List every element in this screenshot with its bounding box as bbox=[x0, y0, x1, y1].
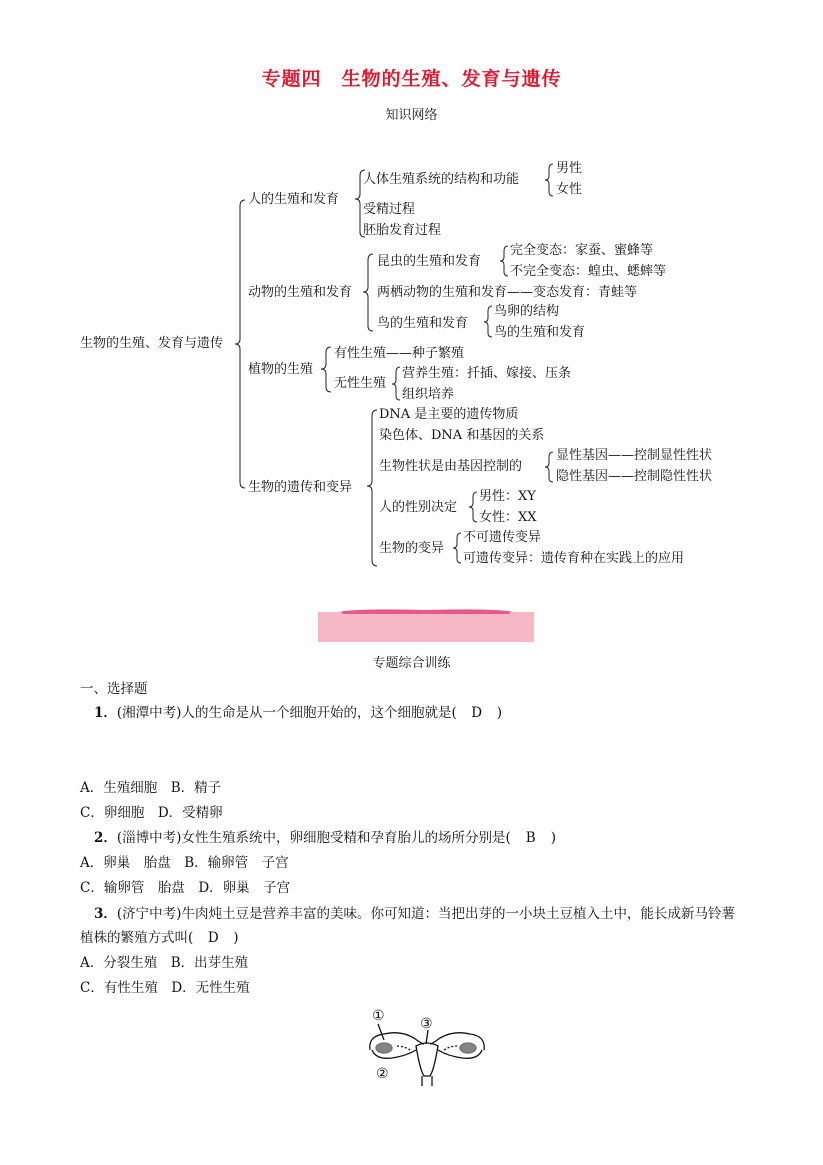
question-number: 1． bbox=[94, 705, 117, 721]
question-3-stem-continued bbox=[80, 929, 239, 947]
question-2-option-row: A．卵巢 胎盘 B．输卵管 子宫 bbox=[80, 855, 289, 871]
question-2-stem bbox=[94, 829, 556, 847]
tree-node: 鸟的生殖和发育 bbox=[377, 316, 469, 331]
question-1-option-row: A．生殖细胞 B．精子 bbox=[80, 780, 222, 796]
answer-close: ) bbox=[233, 930, 239, 946]
tree-node: 染色体、DNA 和基因的关系 bbox=[379, 428, 545, 443]
question-text: 植株的繁殖方式叫( bbox=[80, 930, 194, 946]
tree-node: 昆虫的生殖和发育 bbox=[377, 254, 482, 269]
tree-node: 男性：XY bbox=[479, 489, 536, 504]
answer-close: ) bbox=[496, 705, 502, 721]
knowledge-network-heading: 知识网络 bbox=[385, 108, 438, 123]
tree-node: 组织培养 bbox=[402, 387, 455, 402]
question-3-option-row: A．分裂生殖 B．出芽生殖 bbox=[80, 955, 249, 971]
tree-node: 动物的生殖和发育 bbox=[248, 285, 353, 300]
answer: B bbox=[525, 830, 536, 846]
question-text: (淄博中考)女性生殖系统中，卵细胞受精和孕育胎儿的场所分别是( bbox=[116, 830, 511, 846]
tree-node: 有性生殖——种子繁殖 bbox=[334, 346, 465, 361]
tree-node: 完全变态：家蚕、蜜蜂等 bbox=[510, 243, 654, 258]
tree-root: 生物的生殖、发育与遗传 bbox=[80, 336, 224, 351]
tree-node: 女性 bbox=[556, 182, 583, 197]
question-2-option-row: C．输卵管 胎盘 D．卵巢 子宫 bbox=[80, 880, 291, 896]
tree-node: 人的生殖和发育 bbox=[248, 192, 340, 207]
tree-node: 不完全变态：蝗虫、蟋蟀等 bbox=[510, 264, 667, 279]
section-title: 专题综合训练 bbox=[372, 656, 451, 671]
tree-node: 人体生殖系统的结构和功能 bbox=[363, 172, 520, 187]
tree-node: 男性 bbox=[556, 161, 583, 176]
question-number: 3． bbox=[94, 906, 117, 922]
tree-node: 生物的变异 bbox=[379, 541, 445, 556]
figure-label-2: ② bbox=[376, 1066, 389, 1082]
tree-node: 植物的生殖 bbox=[248, 362, 314, 377]
figure-label-3: ③ bbox=[420, 1016, 433, 1032]
answer-close: ) bbox=[550, 830, 556, 846]
answer: D bbox=[207, 930, 219, 946]
tree-node: DNA 是主要的遗传物质 bbox=[379, 407, 519, 422]
page-title: 专题四 生物的生殖、发育与遗传 bbox=[261, 68, 562, 90]
question-text: (湘潭中考)人的生命是从一个细胞开始的，这个细胞就是( bbox=[116, 705, 457, 721]
figure-label-1: ① bbox=[372, 1008, 385, 1024]
tree-node: 鸟卵的结构 bbox=[494, 304, 560, 319]
reproductive-system-figure bbox=[362, 1010, 492, 1090]
tree-node: 人的性别决定 bbox=[379, 500, 458, 515]
question-3-stem bbox=[94, 905, 735, 923]
question-text: (济宁中考)牛肉炖土豆是营养丰富的美味。你可知道：当把出芽的一小块土豆植入土中，能长成新马铃薯 bbox=[116, 906, 735, 922]
tree-node: 生物性状是由基因控制的 bbox=[379, 459, 523, 474]
tree-node: 显性基因——控制显性性状 bbox=[556, 448, 713, 463]
tree-node: 生物的遗传和变异 bbox=[248, 480, 353, 495]
tree-node: 无性生殖 bbox=[334, 376, 387, 391]
question-1-stem bbox=[94, 704, 502, 722]
question-3-option-row: C．有性生殖 D．无性生殖 bbox=[80, 980, 250, 996]
question-number: 2． bbox=[94, 830, 117, 846]
tree-node: 两栖动物的生殖和发育——变态发育：青蛙等 bbox=[377, 285, 638, 300]
tree-node: 营养生殖：扦插、嫁接、压条 bbox=[402, 366, 572, 381]
tree-node: 胚胎发育过程 bbox=[363, 223, 442, 238]
tree-node: 鸟的生殖和发育 bbox=[494, 325, 586, 340]
part-label: 一、选择题 bbox=[80, 681, 148, 697]
tree-node: 可遗传变异：遗传育种在实践上的应用 bbox=[463, 551, 685, 566]
tree-node: 女性：XX bbox=[479, 510, 537, 525]
question-1-option-row: C．卵细胞 D．受精卵 bbox=[80, 805, 223, 821]
section-banner bbox=[318, 609, 534, 642]
tree-node: 受精过程 bbox=[363, 202, 416, 217]
tree-node: 隐性基因——控制隐性性状 bbox=[556, 469, 713, 484]
answer: D bbox=[471, 705, 483, 721]
tree-node: 不可遗传变异 bbox=[463, 530, 542, 545]
